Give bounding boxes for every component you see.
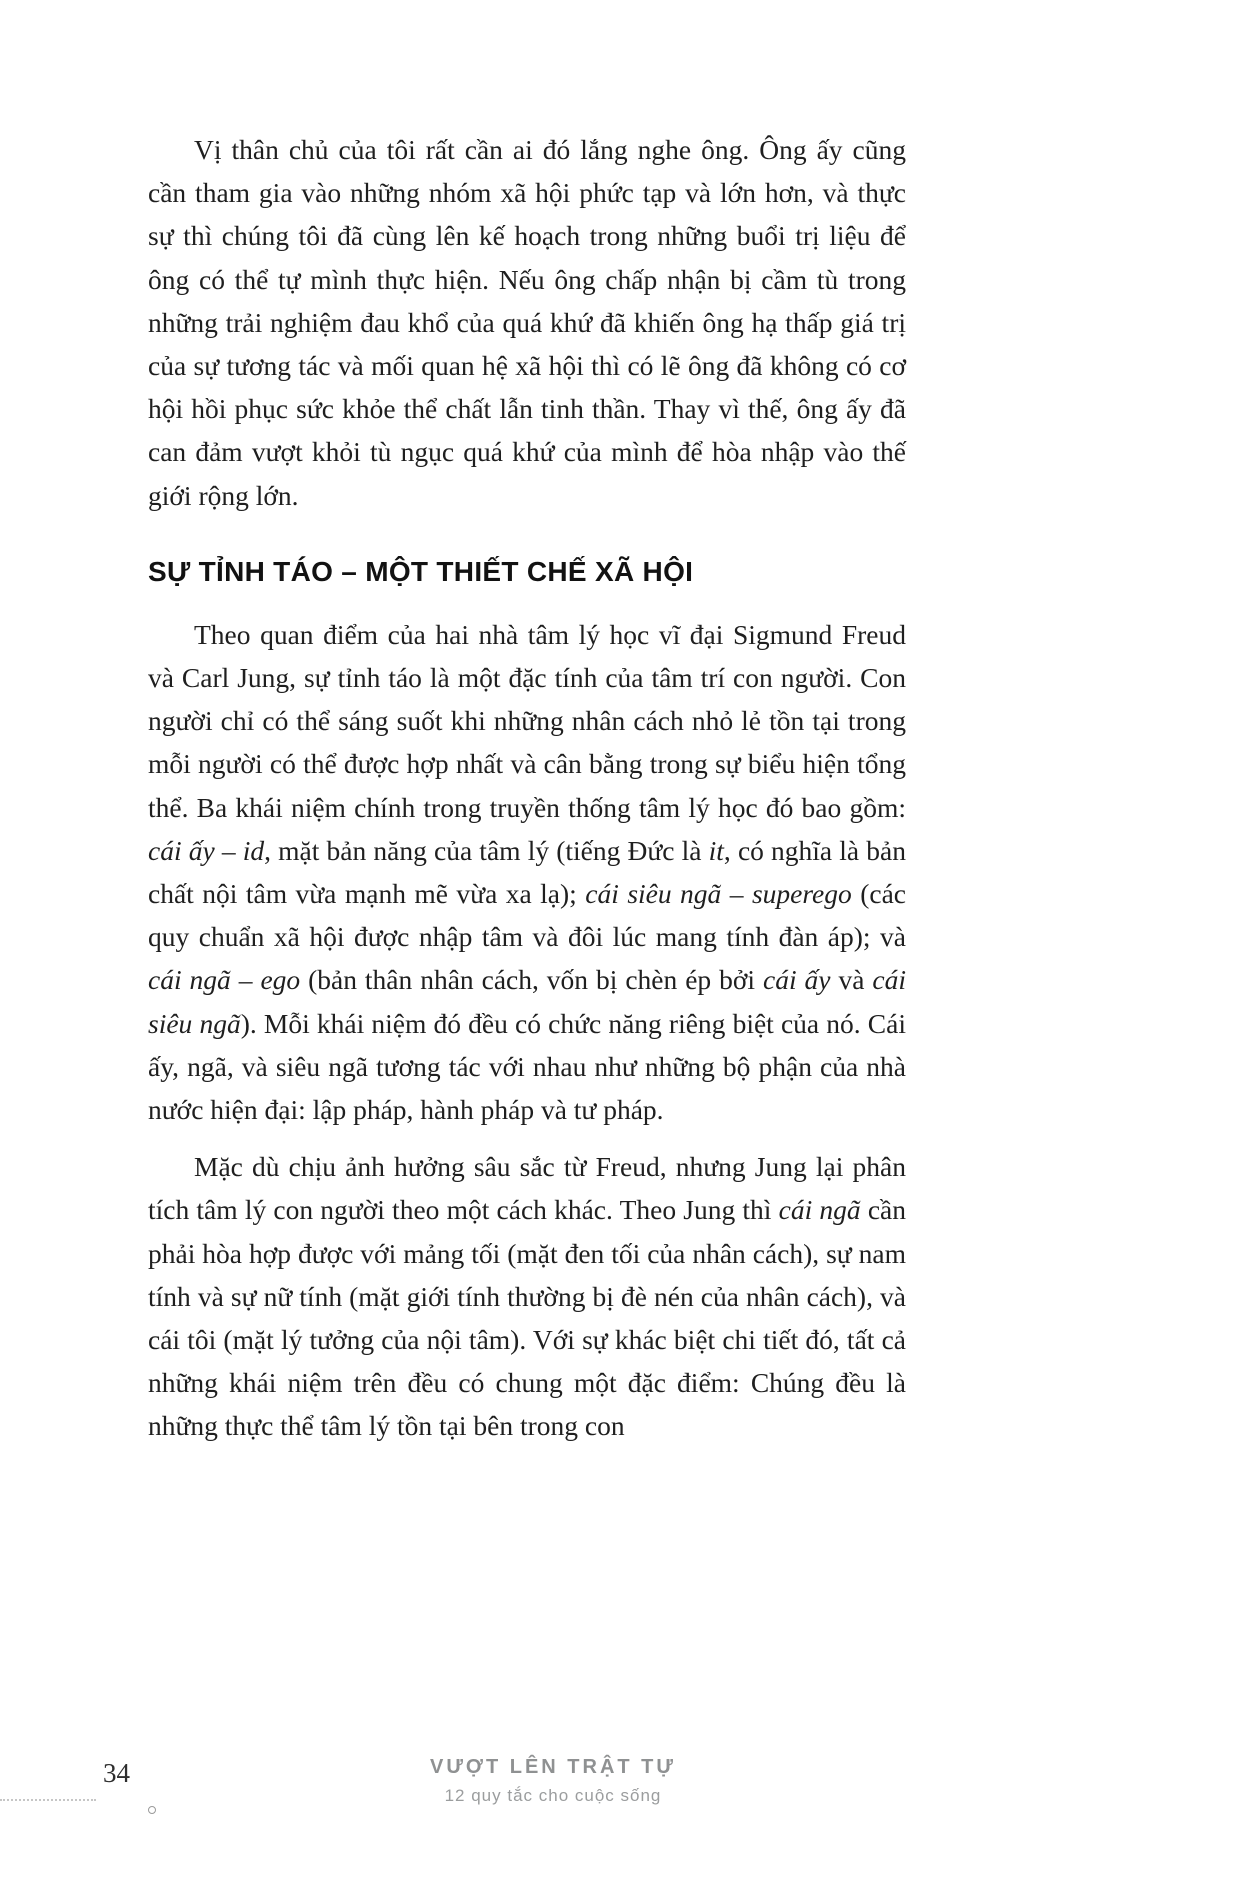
body-text: (các quy chuẩn xã hội được nhập tâm và đôi lúc mang tính đàn áp); và (148, 878, 906, 953)
body-text: và (830, 964, 873, 996)
section-heading-sanity: SỰ TỈNH TÁO – MỘT THIẾT CHẾ XÃ HỘI (148, 555, 694, 587)
italic-term: cái siêu ngã (585, 878, 722, 910)
body-text: cần phải hòa hợp được với mảng tối (mặt đen tối của nhân cách), sự nam tính và sự nữ tính (mặt giới tính thường bị đè nén của nhân cách), và cái tôi (mặt lý tưởng của nội tâm). Với sự khác biệt chi tiết đó, tất cả những khái niệm trên đều có chung một đặc điểm: Chúng đều là những thực thể tâm lý tồn tại bên trong con (148, 1194, 906, 1442)
body-text: (bản thân nhân cách, vốn bị chèn ép bởi (300, 964, 763, 996)
italic-term: it (708, 834, 724, 866)
dotted-rule-decoration (0, 1799, 96, 1801)
footer-running-title (148, 1756, 958, 1806)
body-text: , mặt bản năng của tâm lý (tiếng Đức là (264, 834, 709, 866)
italic-term: cái siêu ngã (148, 964, 906, 1039)
italic-term: cái ngã (778, 1194, 861, 1226)
body-text: , có nghĩa là bản chất nội tâm vừa mạnh mẽ vừa xa lạ); (148, 834, 906, 910)
italic-term: superego (751, 878, 852, 910)
body-text: – (721, 878, 752, 910)
ring-ornament (148, 1806, 156, 1814)
page-content (148, 128, 906, 1462)
paragraph-client-story (148, 128, 906, 517)
body-text: Theo quan điểm của hai nhà tâm lý học vĩ đại Sigmund Freud và Carl Jung, sự tỉnh táo là một đặc tính của tâm trí con người. Con người chỉ có thể sáng suốt khi những nhân cách nhỏ lẻ tồn tại trong mỗi người có thể được hợp nhất và cân bằng trong sự biểu hiện tổng thể. Ba khái niệm chính trong truyền thống tâm lý học đó bao gồm: (148, 618, 906, 823)
italic-term: cái ngã – ego (148, 964, 301, 996)
paragraph-freud-jung (148, 613, 906, 1131)
footer-book-subtitle: 12 quy tắc cho cuộc sống (444, 1786, 662, 1805)
body-text: ). Mỗi khái niệm đó đều có chức năng riêng biệt của nó. Cái ấy, ngã, và siêu ngã tương tác với nhau như những bộ phận của nhà nước hiện đại: lập pháp, hành pháp và tư pháp. (148, 1007, 906, 1126)
italic-term: cái ấy (763, 964, 831, 996)
italic-term: cái ấy – id (148, 834, 265, 866)
paragraph-jung-analysis (148, 1145, 906, 1447)
page-number: 34 (103, 1758, 130, 1788)
body-text: Mặc dù chịu ảnh hưởng sâu sắc từ Freud, nhưng Jung lại phân tích tâm lý con người theo một cách khác. Theo Jung thì (148, 1151, 906, 1226)
footer-book-title: VƯỢT LÊN TRẬT TỰ (429, 1756, 676, 1778)
body-text: Vị thân chủ của tôi rất cần ai đó lắng nghe ông. Ông ấy cũng cần tham gia vào những nhóm xã hội phức tạp và lớn hơn, và thực sự thì chúng tôi đã cùng lên kế hoạch trong những buổi trị liệu để ông có thể tự mình thực hiện. Nếu ông chấp nhận bị cầm tù trong những trải nghiệm đau khổ của quá khứ đã khiến ông hạ thấp giá trị của sự tương tác và mối quan hệ xã hội thì có lẽ ông đã không có cơ hội hồi phục sức khỏe thể chất lẫn tinh thần. Thay vì thế, ông ấy đã can đảm vượt khỏi tù ngục quá khứ của mình để hòa nhập vào thế giới rộng lớn. (148, 134, 906, 511)
